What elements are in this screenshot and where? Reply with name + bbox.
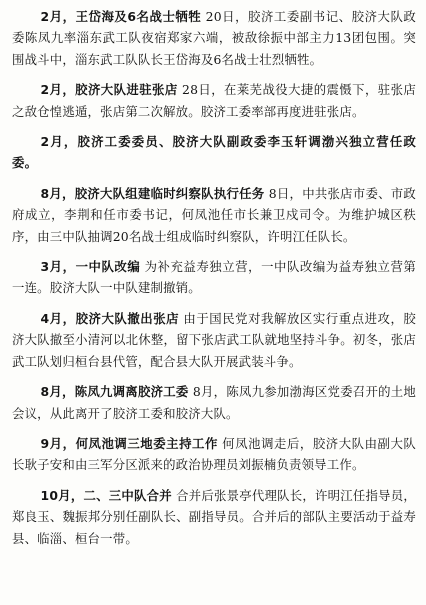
entry-heading: 2月，胶济大队进驻张店 — [40, 82, 178, 98]
entry-body: 合并后张景亭代理队长，许明江任指导员，郑良玉、魏振邦分别任副队长、副指导员。合并后的部队主要活动于益寿县、临淄、桓台一带。 — [12, 487, 416, 546]
entry-body: 8日，中共张店市委、市政府成立，李荆和任市委书记，何凤池任市长兼卫戍司令。为维护城区秩序，由三中队抽调20名战士组成临时纠察队，许明江任队长。 — [12, 185, 416, 244]
entry-heading: 2月，王岱海及6名战士牺牲 — [40, 9, 202, 24]
chronicle-entry — [12, 6, 416, 70]
chronicle-entry — [12, 256, 416, 299]
entry-heading: 9月，何凤池调三地委主持工作 — [40, 435, 218, 451]
chronicle-entry — [12, 308, 416, 372]
entry-body: 由于国民党对我解放区实行重点进攻，胶济大队撤至小清河以北休整，留下张店武工队就地坚持斗争。初冬，张店武工队划归桓台县代管，配合县大队开展武装斗争。 — [12, 310, 416, 369]
entry-heading: 3月，一中队改编 — [40, 259, 141, 275]
entry-body: 20日，胶济工委副书记、胶济大队政委陈凤九率淄东武工队夜宿郑家六端，被敌徐振中部主力13团包围。突围战斗中，淄东武工队队长王岱海及6名战士壮烈牺牲。 — [12, 9, 416, 67]
chronicle-entry — [12, 485, 416, 549]
chronicle-entry — [12, 183, 416, 247]
chronicle-entry — [12, 131, 416, 174]
entry-heading: 10月，二、三中队合并 — [40, 487, 172, 503]
entry-body: 28日，在莱芜战役大捷的震慑下，驻张店之敌仓惶逃遁，张店第二次解放。胶济工委率部再度进驻张店。 — [12, 82, 416, 119]
chronicle-entry — [12, 79, 416, 122]
chronicle-entry — [12, 433, 416, 476]
entry-heading: 8月，胶济大队组建临时纠察队执行任务 — [40, 185, 265, 201]
entry-body: 何凤池调走后，胶济大队由副大队长耿子安和由三军分区派来的政治协理员刘振楠负责领导工作。 — [12, 435, 417, 473]
entry-body: 为补充益寿独立营，一中队改编为益寿独立营第一连。胶济大队一中队建制撤销。 — [12, 259, 416, 296]
entry-heading: 8月，陈凤九调离胶济工委 — [40, 384, 189, 400]
entry-heading: 4月，胶济大队撤出张店 — [40, 310, 180, 326]
entry-heading: 2月，胶济工委委员、胶济大队副政委李玉轩调渤兴独立营任政委。 — [12, 134, 416, 171]
chronicle-entry — [12, 381, 416, 424]
entry-body: 8月，陈凤九参加渤海区党委召开的土地会议，从此离开了胶济工委和胶济大队。 — [12, 384, 416, 421]
